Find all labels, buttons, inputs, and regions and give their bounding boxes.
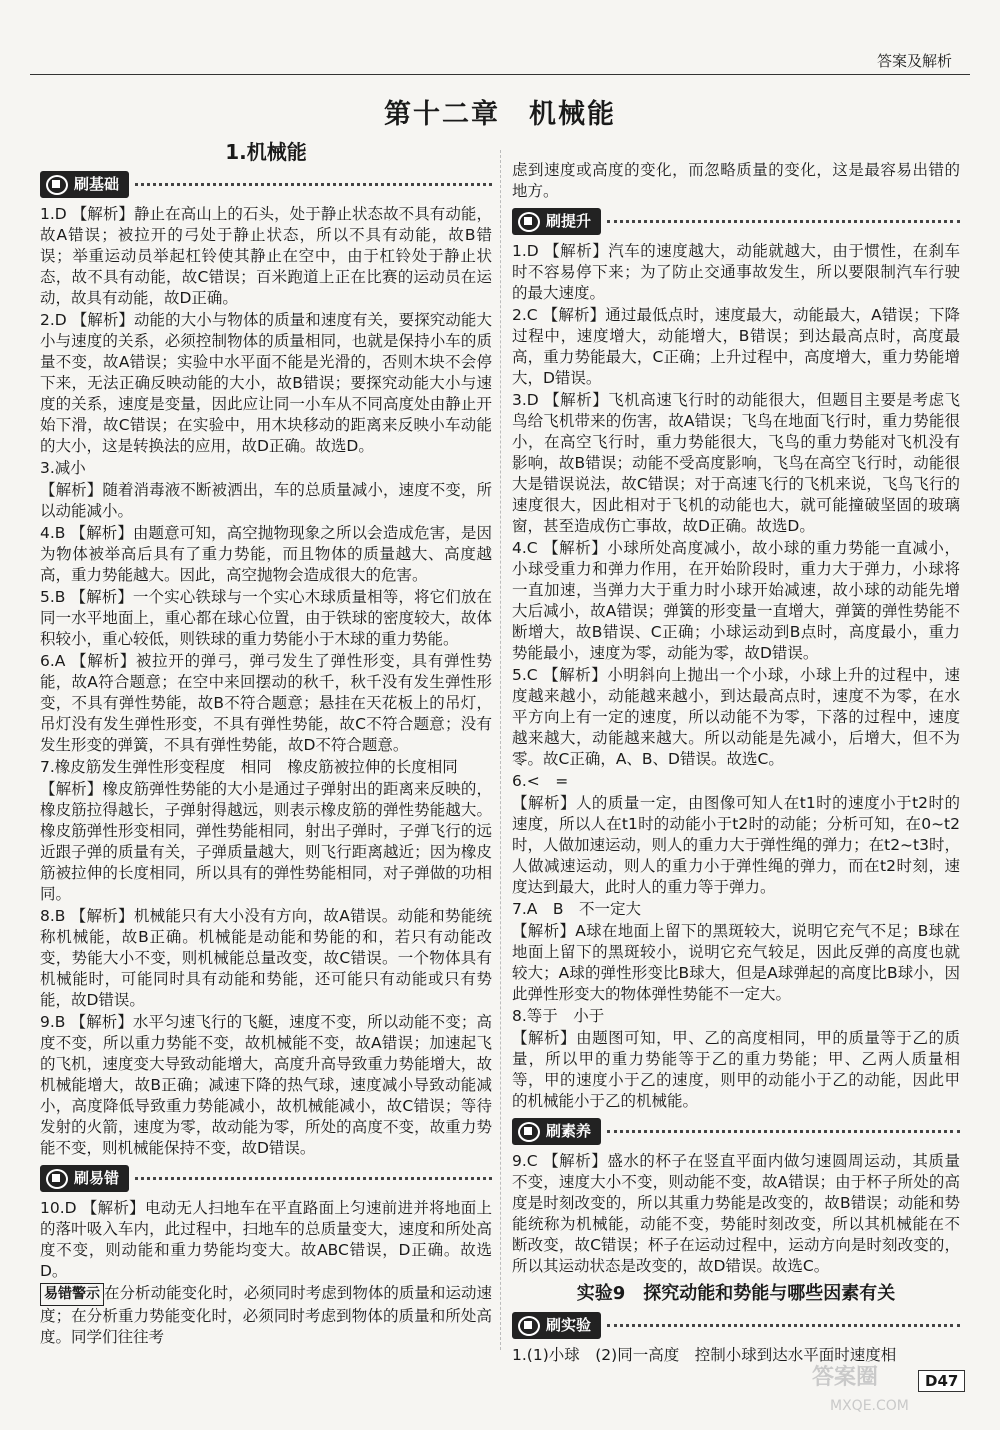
column-divider [500, 150, 501, 1350]
banner-mistake [40, 1165, 492, 1192]
chapter-title: 第十二章 机械能 [384, 99, 616, 130]
banner-advance [512, 208, 960, 235]
left-column [40, 138, 492, 1349]
watermark: 答案圈 [812, 1365, 879, 1390]
answer-item: 4.B 【解析】由题意可知，高空抛物现象之所以会造成危害，是因为物体被举高后具有了重力势能，而且物体的质量越大、高度越高，重力势能越大。因此，高空抛物会造成很大的危害。 [40, 524, 492, 584]
answer-item: 【解析】随着消毒液不断被洒出，车的总质量减小，速度不变，所以动能减小。 [40, 481, 492, 520]
answer-item: 10.D 【解析】电动无人扫地车在平直路面上匀速前进并将地面上的落叶吸入车内，此过程中，扫地车的总质量变大，速度和所处高度不变，则动能和重力势能均变大。故ABC错误，D正确。故选D。 [40, 1199, 492, 1280]
experiment-answer: 1.(1)小球 (2)同一高度 控制小球到达水平面时速度相 [512, 1346, 897, 1364]
banner-label: 刷易错 [74, 1169, 120, 1187]
answer-item: 1.D 【解析】汽车的速度越大，动能就越大，由于惯性，在刹车时不容易停下来；为了防止交通事故发生，所以要限制汽车行驶的最大速度。 [512, 242, 960, 302]
header-rule [30, 74, 970, 75]
banner-literacy [512, 1118, 960, 1145]
experiment-title: 实验9 探究动能和势能与哪些因素有关 [576, 1283, 896, 1304]
answer-item: 2.C 【解析】通过最低点时，速度最大，动能最大，A错误；下降过程中，速度增大，动能增大，B错误；到达最高点时，高度最高，重力势能最大，C正确；上升过程中，高度增大，重力势能增大，D错误。 [512, 306, 960, 387]
answer-item: 1.D 【解析】静止在高山上的石头，处于静止状态故不具有动能，故A错误；被拉开的弓处于静止状态，所以不具有动能，故B错误；举重运动员举起杠铃使其静止在空中，由于杠铃处于静止状态，故不具有动能，故C错误；百米跑道上正在比赛的运动员在运动，故具有动能，故D正确。 [40, 205, 492, 307]
answer-item: 5.B 【解析】一个实心铁球与一个实心木球质量相等，将它们放在同一水平地面上，重心都在球心位置，由于铁球的密度较大，故体积较小，重心较低，则铁球的重力势能小于木球的重力势能。 [40, 588, 492, 648]
answer-item: 【解析】橡皮筋弹性势能的大小是通过子弹射出的距离来反映的，橡皮筋拉得越长，子弹射得越远，则表示橡皮筋的弹性势能越大。橡皮筋弹性形变相同，弹性势能相同，射出子弹时，子弹飞行的远近跟子弹的质量有关，子弹质量越大，则飞行距离越近；因为橡皮筋被拉伸的长度相同，所以具有的弹性势能相同，对子弹做的功相同。 [40, 780, 492, 903]
banner-label: 刷素养 [546, 1122, 592, 1140]
continued-text: 虑到速度或高度的变化，而忽略质量的变化，这是最容易出错的地方。 [512, 161, 960, 200]
answer-item: 3.减小 [40, 459, 86, 477]
answer-item: 9.C 【解析】盛水的杯子在竖直平面内做匀速圆周运动，其质量不变，速度大小不变，则动能不变，故A错误；由于杯子所处的高度是时刻改变的，所以其重力势能是改变的，故B错误；动能和势能统称为机械能，动能不变，势能时刻改变，所以其机械能在不断改变，故C错误；杯子在运动过程中，运动方向是时刻改变的，所以其运动状态是改变的，故D错误。故选C。 [512, 1152, 960, 1275]
answer-item: 3.D 【解析】飞机高速飞行时的动能很大，但题目主要是考虑飞鸟给飞机带来的伤害，故A错误；飞鸟在地面飞行时，重力势能很小，在高空飞行时，重力势能很大，飞鸟的重力势能对飞机没有影响，故B错误；动能不受高度影响，飞鸟在高空飞行时，动能很大是错误说法，故C错误；对于高速飞行的飞机来说，飞鸟飞行的速度很大，因此相对于飞机的动能也大，就可能撞破坚固的玻璃窗，甚至造成伤亡事故，故D正确。故选D。 [512, 391, 960, 535]
banner-label: 刷实验 [546, 1316, 592, 1334]
answer-item: 6.A 【解析】被拉开的弹弓，弹弓发生了弹性形变，具有弹性势能，故A符合题意；在空中来回摆动的秋千，秋千没有发生弹性形变，不具有弹性势能，故B不符合题意；悬挂在天花板上的吊灯，吊灯没有发生弹性形变，不具有弹性势能，故C不符合题意；没有发生形变的弹簧，不具有弹性势能，故D不符合题意。 [40, 652, 492, 754]
answer-item: 9.B 【解析】水平匀速飞行的飞艇，速度不变，所以动能不变；高度不变，所以重力势能不变，故机械能不变，故A错误；加速起飞的飞机，速度变大导致动能增大，高度升高导致重力势能增大，故机械能增大，故B正确；减速下降的热气球，速度减小导致动能减小，高度降低导致重力势能减小，故机械能减小，故C错误；等待发射的火箭，速度为零，故动能为零，所处的高度不变，故重力势能不变，则机械能保持不变，故D错误。 [40, 1013, 492, 1157]
answer-list [512, 241, 960, 1112]
warning-text: 在分析动能变化时，必须同时考虑到物体的质量和运动速度；在分析重力势能变化时，必须同时考虑到物体的质量和所处高度。同学们往往考 [40, 1284, 492, 1346]
right-column [512, 160, 960, 1367]
warning-note [40, 1283, 492, 1348]
book-icon [518, 1122, 540, 1142]
answer-list [40, 1198, 492, 1282]
page-header: 答案及解析 [876, 52, 952, 70]
banner-experiment [512, 1312, 960, 1339]
answer-item: 5.C 【解析】小明斜向上抛出一个小球，小球上升的过程中，速度越来越小，动能越来越小，到达最高点时，速度不为零，在水平方向上有一定的速度，所以动能不为零，下落的过程中，速度越来越大，动能越来越大。所以动能是先减小，后增大，但不为零。故C正确，A、B、D错误。故选C。 [512, 666, 960, 768]
answer-item: 【解析】人的质量一定，由图像可知人在t1时的速度小于t2时的速度，所以人在t1时的动能小于t2时的动能；分析可知，在0~t2时，人做加速运动，则人的重力大于弹性绳的弹力；在t2~t3时，人做减速运动，则人的重力小于弹性绳的弹力，而在t2时刻，速度达到最大，此时人的重力等于弹力。 [512, 794, 960, 896]
answer-item: 8.B 【解析】机械能只有大小没有方向，故A错误。动能和势能统称机械能，故B正确。机械能是动能和势能的和，若只有动能改变，势能大小不变，则机械能总量改变，故C错误。一个物体具有机械能时，可能同时具有动能和势能，还可能只有动能或只有势能，故D错误。 [40, 907, 492, 1009]
banner-label: 刷基础 [74, 175, 120, 193]
answer-item: 7.橡皮筋发生弹性形变程度 相同 橡皮筋被拉伸的长度相同 [40, 758, 458, 776]
answer-item: 4.C 【解析】小球所处高度减小，故小球的重力势能一直减小，小球受重力和弹力作用，在开始阶段时，重力大于弹力，小球将一直加速，当弹力大于重力时小球开始减速，故小球的动能先增大后减小，故A错误；弹簧的形变量一直增大，弹簧的弹性势能不断增大，故B错误、C正确；小球运动到B点时，高度最小，重力势能最小，速度为零，动能为零，故D错误。 [512, 539, 960, 662]
answer-item: 7.A B 不一定大 [512, 900, 642, 918]
book-icon [46, 175, 68, 195]
answer-item: 【解析】A球在地面上留下的黑斑较大，说明它充气不足；B球在地面上留下的黑斑较小，说明它充气较足，因此反弹的高度也就较大；A球的弹性形变比B球大，但是A球弹起的高度比B球小，因此弹性形变大的物体弹性势能不一定大。 [512, 922, 960, 1003]
book-icon [518, 212, 540, 232]
answer-item: 2.D 【解析】动能的大小与物体的质量和速度有关，要探究动能大小与速度的关系，必须控制物体的质量相同，也就是保持小车的质量不变，故A错误；实验中水平面不能是光滑的，否则木块不会停下来，无法正确反映动能的大小，故B错误；要探究动能大小与速度的关系，速度是变量，因此应让同一小车从不同高度处由静止开始下滑，故C错误；在实验中，用木块移动的距离来反映小车动能的大小，这是转换法的应用，故D正确。故选D。 [40, 311, 492, 455]
answer-list [40, 204, 492, 1159]
book-icon [46, 1169, 68, 1189]
book-icon [518, 1316, 540, 1336]
warning-label: 易错警示 [40, 1283, 104, 1306]
watermark-url: MXQE.COM [830, 1398, 909, 1414]
answer-item: 6.< = [512, 772, 569, 790]
answer-list [512, 1151, 960, 1277]
section-title: 1.机械能 [225, 140, 307, 164]
page-number: D47 [918, 1370, 965, 1392]
banner-basic [40, 171, 492, 198]
answer-item: 【解析】由题图可知，甲、乙的高度相同，甲的质量等于乙的质量，所以甲的重力势能等于乙的重力势能；甲、乙两人质量相等，甲的速度小于乙的速度，则甲的动能小于乙的动能，因此甲的机械能小于乙的机械能。 [512, 1029, 960, 1110]
answer-item: 8.等于 小于 [512, 1007, 605, 1025]
banner-label: 刷提升 [546, 212, 592, 230]
